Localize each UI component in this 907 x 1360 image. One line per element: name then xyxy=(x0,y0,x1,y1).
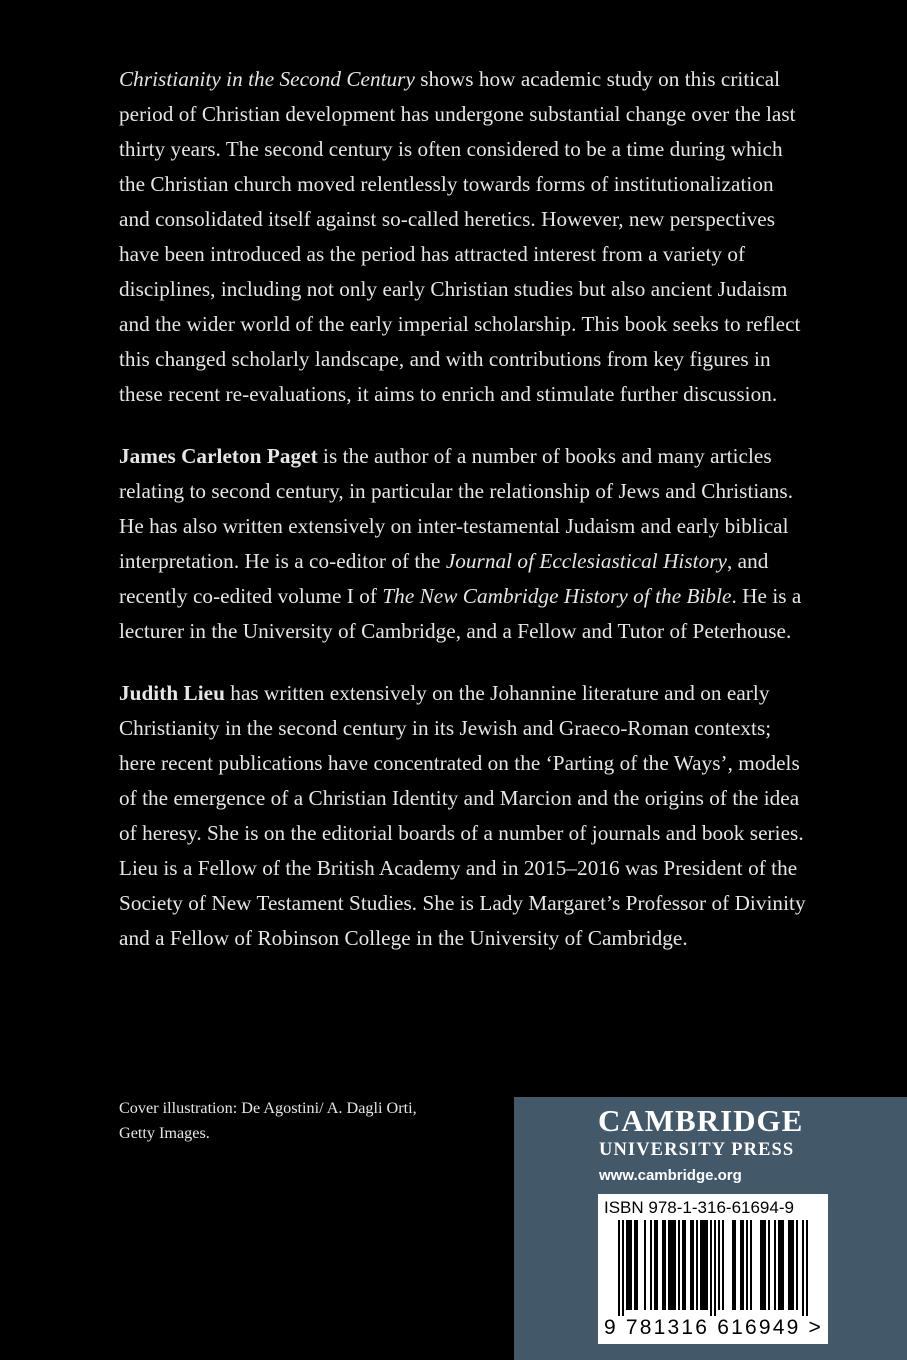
barcode-bar xyxy=(780,1220,782,1310)
barcode-bar xyxy=(628,1220,630,1310)
barcode-bar xyxy=(626,1220,628,1310)
barcode-bar xyxy=(674,1220,676,1310)
barcode-bar xyxy=(622,1220,624,1316)
book-reference-title: The New Cambridge History of the Bible xyxy=(382,584,732,608)
barcode-bar xyxy=(750,1220,752,1310)
barcode-bar xyxy=(706,1220,708,1310)
cover-credit xyxy=(119,1096,499,1146)
bio-text: . He is a lecturer in the University of Cambridge, and a Fellow and Tutor of Peterhouse. xyxy=(119,584,802,643)
barcode-bar xyxy=(702,1220,704,1310)
barcode-bar xyxy=(774,1220,776,1310)
credit-line: Cover illustration: De Agostini/ A. Dagli Orti, xyxy=(119,1099,417,1117)
journal-title: Journal of Ecclesiastical History xyxy=(445,549,727,573)
barcode-bar xyxy=(796,1220,798,1310)
barcode-bar xyxy=(696,1220,698,1310)
barcode-bar xyxy=(634,1220,636,1310)
barcode-bar xyxy=(722,1220,724,1310)
barcode-bar xyxy=(788,1220,790,1310)
barcode-bar xyxy=(664,1220,666,1310)
book-title: Christianity in the Second Century xyxy=(119,67,415,91)
barcode-bar xyxy=(682,1220,684,1310)
barcode-bar xyxy=(630,1220,632,1310)
barcode-bar xyxy=(684,1220,686,1310)
barcode-bar xyxy=(760,1220,762,1310)
barcode-bar xyxy=(802,1220,804,1316)
barcode-bar xyxy=(710,1220,712,1316)
description-text: shows how academic study on this critical period of Christian development has undergone substantial change over the last thirty years. The second century is often considered to be a time during which the Christian church moved relentlessly towards forms of institutionalization and consolidated itself against so-called heretics. However, new perspectives have been introduced as the period has attracted interest from a variety of disciplines, including not only early Christian studies but also ancient Judaism and the wider world of the early imperial scholarship. This book seeks to reflect this changed scholarly landscape, and with contributions from key figures in these recent re-evaluations, it aims to enrich and stimulate further discussion. xyxy=(119,67,801,406)
barcode-bar xyxy=(636,1220,638,1310)
barcode-bar xyxy=(732,1220,734,1310)
bio-text: has written extensively on the Johannine literature and on early Christianity in the second century in its Jewish and Graeco-Roman contexts; here recent publications have concentrated on the ‘Parting of the Ways’, models of the emergence of a Christian Identity and Marcion and the origins of the idea of heresy. She is on the editorial boards of a number of journals and book series. Lieu is a Fellow of the British Academy and in 2015–2016 was President of the Society of New Testament Studies. She is Lady Margaret’s Professor of Divinity and a Fellow of Robinson College in the University of Cambridge. xyxy=(119,681,806,950)
publisher-url: www.cambridge.org xyxy=(599,1167,742,1184)
barcode-bar xyxy=(742,1220,744,1310)
barcode-bar xyxy=(762,1220,764,1310)
barcode-bar xyxy=(768,1220,770,1310)
barcode-bar xyxy=(782,1220,784,1310)
bio-text: , and recently co-edited volume I of xyxy=(119,549,769,608)
barcode-bar xyxy=(644,1220,646,1310)
barcode-bar xyxy=(654,1220,656,1310)
barcode-digits: 9 781316 616949 > xyxy=(604,1316,823,1339)
isbn-label: ISBN 978-1-316-61694-9 xyxy=(604,1198,794,1217)
barcode-bar xyxy=(670,1220,672,1310)
editor-bio-lieu xyxy=(119,676,809,956)
back-cover-blurb xyxy=(119,62,809,983)
barcode-bar xyxy=(700,1220,702,1310)
book-description xyxy=(119,62,809,412)
barcode-bar xyxy=(806,1220,808,1316)
barcode-bar xyxy=(718,1220,720,1310)
credit-line: Getty Images. xyxy=(119,1124,210,1142)
barcode-bar xyxy=(672,1220,674,1310)
editor-name-lieu: Judith Lieu xyxy=(119,681,225,705)
barcode-bar xyxy=(690,1220,692,1310)
barcode-panel xyxy=(598,1194,828,1344)
publisher-panel xyxy=(514,1097,907,1360)
barcode-bar xyxy=(734,1220,736,1310)
barcode-bar xyxy=(764,1220,766,1310)
barcode-bar xyxy=(714,1220,716,1316)
bio-text: is the author of a number of books and many articles relating to second century, in particular the relationship of Jews and Christians. He has also written extensively on inter-testamental Judaism and early biblical interpretation. He is a co-editor of the xyxy=(119,444,794,573)
barcode-bar xyxy=(740,1220,742,1310)
publisher-logo-name: CAMBRIDGE xyxy=(598,1103,804,1138)
barcode-bar xyxy=(618,1220,620,1316)
barcode-bar xyxy=(678,1220,680,1310)
barcode-bar xyxy=(790,1220,792,1310)
barcode-bar xyxy=(778,1220,780,1310)
barcode-bar xyxy=(746,1220,748,1310)
barcode-bar xyxy=(692,1220,694,1310)
barcode-bar xyxy=(650,1220,652,1310)
barcode-bar xyxy=(668,1220,670,1310)
barcode-bar xyxy=(704,1220,706,1310)
barcode-bar xyxy=(662,1220,664,1310)
publisher-logo-subtitle: UNIVERSITY PRESS xyxy=(599,1140,795,1160)
editor-name-paget: James Carleton Paget xyxy=(119,444,318,468)
editor-bio-paget xyxy=(119,439,809,649)
barcode-bar xyxy=(792,1220,794,1310)
barcode-icon xyxy=(604,1220,822,1316)
barcode-bar xyxy=(656,1220,658,1310)
